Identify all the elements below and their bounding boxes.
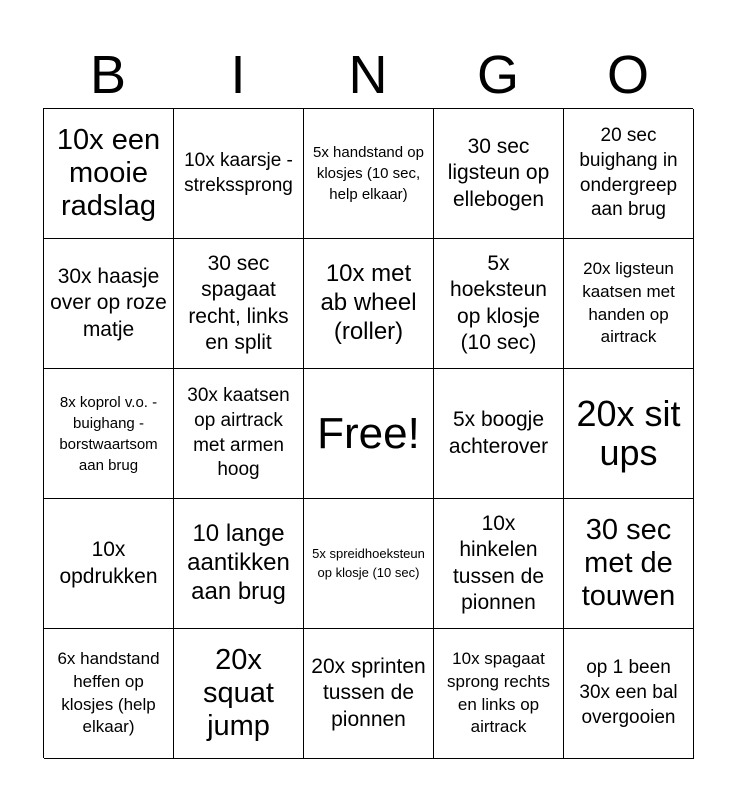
bingo-cell-r4c2[interactable] bbox=[174, 499, 304, 629]
bingo-cell-r3c1[interactable] bbox=[44, 369, 174, 499]
bingo-cell-r5c4[interactable] bbox=[434, 629, 564, 759]
bingo-cell-r4c5[interactable] bbox=[564, 499, 694, 629]
bingo-cell-r5c5[interactable] bbox=[564, 629, 694, 759]
cell-text: 5x handstand op klosjes (10 sec, help elkaar) bbox=[313, 144, 424, 203]
cell-text: 30x haasje over op roze matje bbox=[50, 265, 167, 341]
bingo-cell-r4c3[interactable] bbox=[304, 499, 434, 629]
bingo-cell-r2c3[interactable] bbox=[304, 239, 434, 369]
bingo-cell-r4c1[interactable] bbox=[44, 499, 174, 629]
header-letter-i: I bbox=[230, 45, 246, 105]
cell-text: 30 sec ligsteun op ellebogen bbox=[447, 135, 550, 211]
cell-text: 20x ligsteun kaatsen met handen op airtrack bbox=[582, 258, 675, 347]
bingo-cell-r1c2[interactable] bbox=[174, 109, 304, 239]
header-letter-n: N bbox=[348, 45, 388, 105]
bingo-cell-r3c4[interactable] bbox=[434, 369, 564, 499]
bingo-cell-r1c4[interactable] bbox=[434, 109, 564, 239]
bingo-cell-r3c2[interactable] bbox=[174, 369, 304, 499]
header-letter-o: O bbox=[606, 45, 649, 105]
cell-text: 30 sec spagaat recht, links en split bbox=[188, 252, 289, 354]
cell-text: 30x kaatsen op airtrack met armen hoog bbox=[187, 385, 290, 481]
cell-text: 10x spagaat sprong rechts en links op airtrack bbox=[447, 648, 550, 737]
bingo-cell-r5c3[interactable] bbox=[304, 629, 434, 759]
cell-text: 10x hinkelen tussen de pionnen bbox=[452, 512, 545, 614]
cell-text: 10x met ab wheel (roller) bbox=[320, 260, 417, 345]
bingo-cell-r2c4[interactable] bbox=[434, 239, 564, 369]
cell-text: 5x boogje achterover bbox=[448, 408, 549, 458]
cell-text: 20x sit ups bbox=[576, 392, 681, 473]
cell-text: 20x sprinten tussen de pionnen bbox=[311, 655, 426, 731]
cell-text: 20x squat jump bbox=[203, 644, 274, 742]
cell-text: 6x handstand heffen op klosjes (help elkaar) bbox=[57, 648, 160, 737]
cell-text: op 1 been 30x een bal overgooien bbox=[579, 657, 678, 728]
header-letter-g: G bbox=[476, 45, 519, 105]
bingo-cell-r1c1[interactable] bbox=[44, 109, 174, 239]
cell-text: 5x spreidhoeksteun op klosje (10 sec) bbox=[312, 546, 425, 580]
bingo-cell-r4c4[interactable] bbox=[434, 499, 564, 629]
bingo-cell-r1c5[interactable] bbox=[564, 109, 694, 239]
bingo-header bbox=[43, 42, 693, 108]
cell-text: 10x opdrukken bbox=[59, 538, 158, 588]
free-space-text: Free! bbox=[317, 408, 420, 458]
cell-text: 10 lange aantikken aan brug bbox=[187, 520, 290, 605]
bingo-cell-free[interactable] bbox=[304, 369, 434, 499]
bingo-cell-r5c2[interactable] bbox=[174, 629, 304, 759]
bingo-cell-r2c2[interactable] bbox=[174, 239, 304, 369]
bingo-cell-r2c1[interactable] bbox=[44, 239, 174, 369]
bingo-cell-r2c5[interactable] bbox=[564, 239, 694, 369]
cell-text: 5x hoeksteun op klosje (10 sec) bbox=[450, 252, 547, 354]
cell-text: 30 sec met de touwen bbox=[581, 514, 676, 612]
bingo-card bbox=[43, 108, 693, 758]
cell-text: 10x kaarsje - strekssprong bbox=[184, 149, 293, 196]
header-letter-b: B bbox=[89, 45, 127, 105]
bingo-cell-r3c5[interactable] bbox=[564, 369, 694, 499]
cell-text: 20 sec buighang in ondergreep aan brug bbox=[579, 125, 678, 221]
cell-text: 8x koprol v.o. - buighang - borstwaartsom aan brug bbox=[59, 393, 158, 474]
cell-text: 10x een mooie radslag bbox=[56, 124, 161, 222]
bingo-cell-r5c1[interactable] bbox=[44, 629, 174, 759]
bingo-cell-r1c3[interactable] bbox=[304, 109, 434, 239]
